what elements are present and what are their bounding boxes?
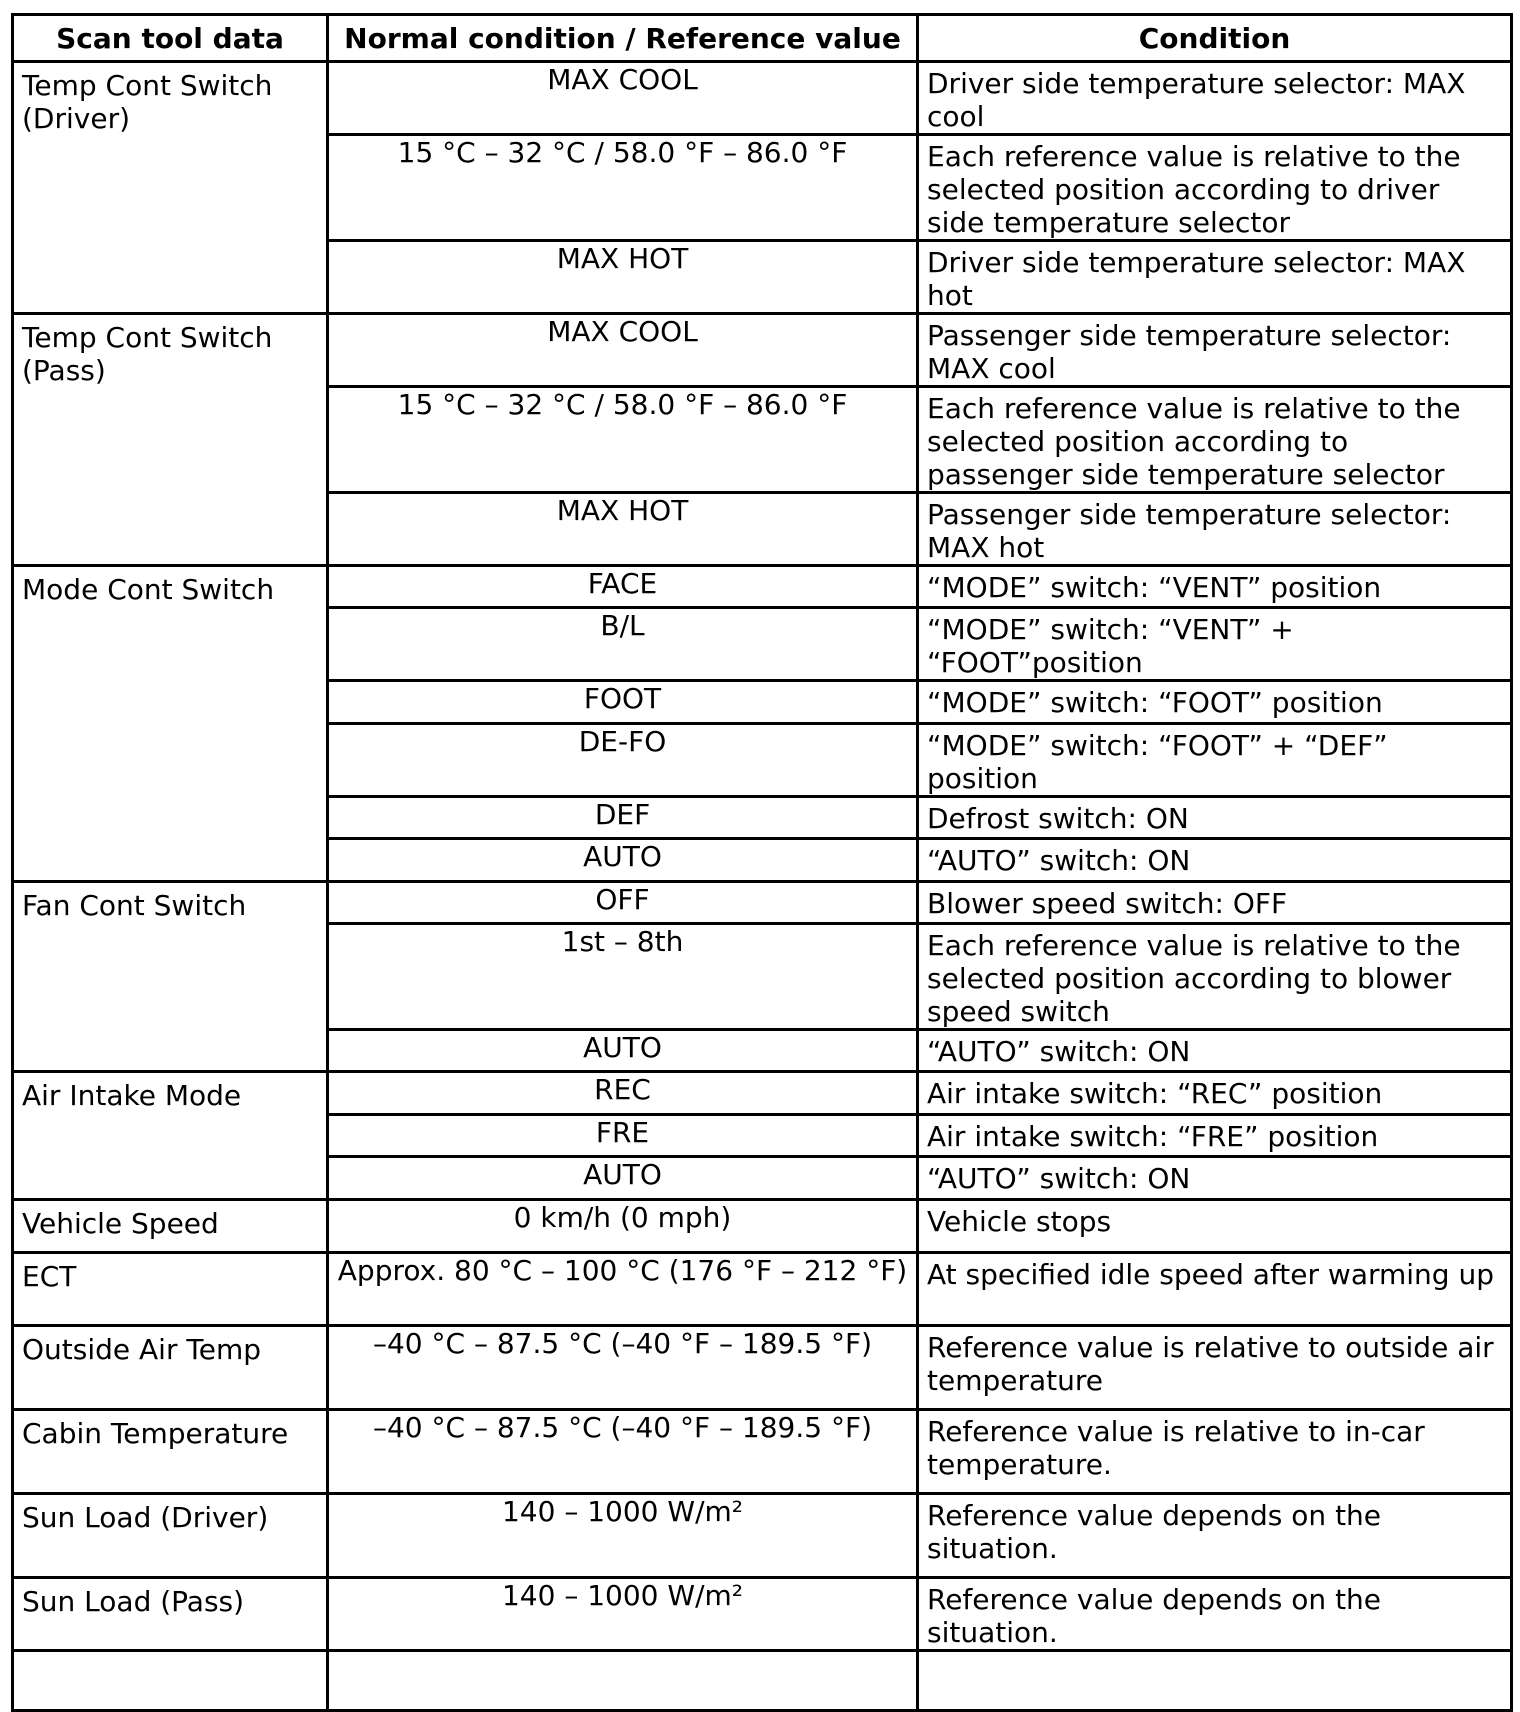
reference-value-cell: 0 km/h (0 mph) (328, 1200, 918, 1253)
condition-cell: Reference value depends on the situation. (918, 1578, 1512, 1651)
header-reference-value: Normal condition / Reference value (328, 15, 918, 62)
condition-cell: Reference value is relative to outside air temperature (918, 1326, 1512, 1410)
param-cell: Mode Cont Switch (13, 566, 328, 882)
table-row (13, 1200, 1512, 1253)
reference-value-cell: 1st – 8th (328, 924, 918, 1030)
reference-value-cell: AUTO (328, 1157, 918, 1200)
reference-value-cell: MAX HOT (328, 241, 918, 314)
table-row (13, 1410, 1512, 1494)
condition-cell: Defrost switch: ON (918, 797, 1512, 839)
condition-cell: Air intake switch: “FRE” position (918, 1115, 1512, 1157)
reference-value-cell: 140 – 1000 W/m² (328, 1578, 918, 1651)
param-cell: Sun Load (Driver) (13, 1494, 328, 1578)
condition-cell: Driver side temperature selector: MAX cool (918, 62, 1512, 135)
reference-value-cell: 140 – 1000 W/m² (328, 1494, 918, 1578)
reference-value-cell: REC (328, 1072, 918, 1115)
reference-value-cell: 15 °C – 32 °C / 58.0 °F – 86.0 °F (328, 387, 918, 493)
condition-cell: Passenger side temperature selector: MAX cool (918, 314, 1512, 387)
condition-cell: Reference value depends on the situation. (918, 1494, 1512, 1578)
reference-value-cell: AUTO (328, 839, 918, 882)
reference-value-cell: MAX HOT (328, 493, 918, 566)
table-row (13, 1494, 1512, 1578)
header-condition: Condition (918, 15, 1512, 62)
reference-value-cell: DE-FO (328, 724, 918, 797)
reference-value-cell: B/L (328, 608, 918, 681)
param-cell: Temp Cont Switch (Driver) (13, 62, 328, 314)
reference-value-cell: DEF (328, 797, 918, 839)
reference-value-cell: MAX COOL (328, 62, 918, 135)
reference-value-cell: FOOT (328, 681, 918, 724)
reference-value-cell: –40 °C – 87.5 °C (–40 °F – 189.5 °F) (328, 1410, 918, 1494)
condition-cell: Blower speed switch: OFF (918, 882, 1512, 924)
condition-cell: Each reference value is relative to the selected position according to driver side temperature selector (918, 135, 1512, 241)
condition-cell: Air intake switch: “REC” position (918, 1072, 1512, 1115)
table-row (13, 1253, 1512, 1326)
header-row (13, 15, 1512, 62)
param-cell: Temp Cont Switch (Pass) (13, 314, 328, 566)
param-cell: Outside Air Temp (13, 1326, 328, 1410)
reference-value-cell: FRE (328, 1115, 918, 1157)
condition-cell: Passenger side temperature selector: MAX hot (918, 493, 1512, 566)
reference-value-cell: OFF (328, 882, 918, 924)
param-cell: Fan Cont Switch (13, 882, 328, 1072)
condition-cell: “AUTO” switch: ON (918, 839, 1512, 882)
table-row (13, 1578, 1512, 1651)
param-cell: Vehicle Speed (13, 1200, 328, 1253)
reference-value-cell: Approx. 80 °C – 100 °C (176 °F – 212 °F) (328, 1253, 918, 1326)
condition-cell: Reference value is relative to in-car temperature. (918, 1410, 1512, 1494)
scan-tool-data-table (11, 13, 1513, 1712)
condition-cell: Vehicle stops (918, 1200, 1512, 1253)
reference-value-cell: AUTO (328, 1030, 918, 1072)
table-row (13, 1072, 1512, 1115)
reference-value-cell: MAX COOL (328, 314, 918, 387)
condition-cell: Each reference value is relative to the selected position according to passenger side temperature selector (918, 387, 1512, 493)
condition-cell: “MODE” switch: “VENT” + “FOOT”position (918, 608, 1512, 681)
condition-cell: “MODE” switch: “FOOT” + “DEF” position (918, 724, 1512, 797)
condition-cell: “MODE” switch: “FOOT” position (918, 681, 1512, 724)
reference-value-cell: –40 °C – 87.5 °C (–40 °F – 189.5 °F) (328, 1326, 918, 1410)
condition-cell: At specified idle speed after warming up (918, 1253, 1512, 1326)
condition-cell: “AUTO” switch: ON (918, 1030, 1512, 1072)
table-row (13, 314, 1512, 387)
condition-cell: “AUTO” switch: ON (918, 1157, 1512, 1200)
reference-value-cell: FACE (328, 566, 918, 608)
header-scan-tool-data: Scan tool data (13, 15, 328, 62)
table-row (13, 566, 1512, 608)
table-row (13, 62, 1512, 135)
param-cell: Cabin Temperature (13, 1410, 328, 1494)
table-row (13, 1326, 1512, 1410)
condition-cell: Driver side temperature selector: MAX hot (918, 241, 1512, 314)
condition-cell: “MODE” switch: “VENT” position (918, 566, 1512, 608)
param-cell: Air Intake Mode (13, 1072, 328, 1200)
param-cell: ECT (13, 1253, 328, 1326)
table-row (13, 882, 1512, 924)
reference-value-cell: 15 °C – 32 °C / 58.0 °F – 86.0 °F (328, 135, 918, 241)
condition-cell: Each reference value is relative to the selected position according to blower speed switch (918, 924, 1512, 1030)
param-cell: Sun Load (Pass) (13, 1578, 328, 1651)
